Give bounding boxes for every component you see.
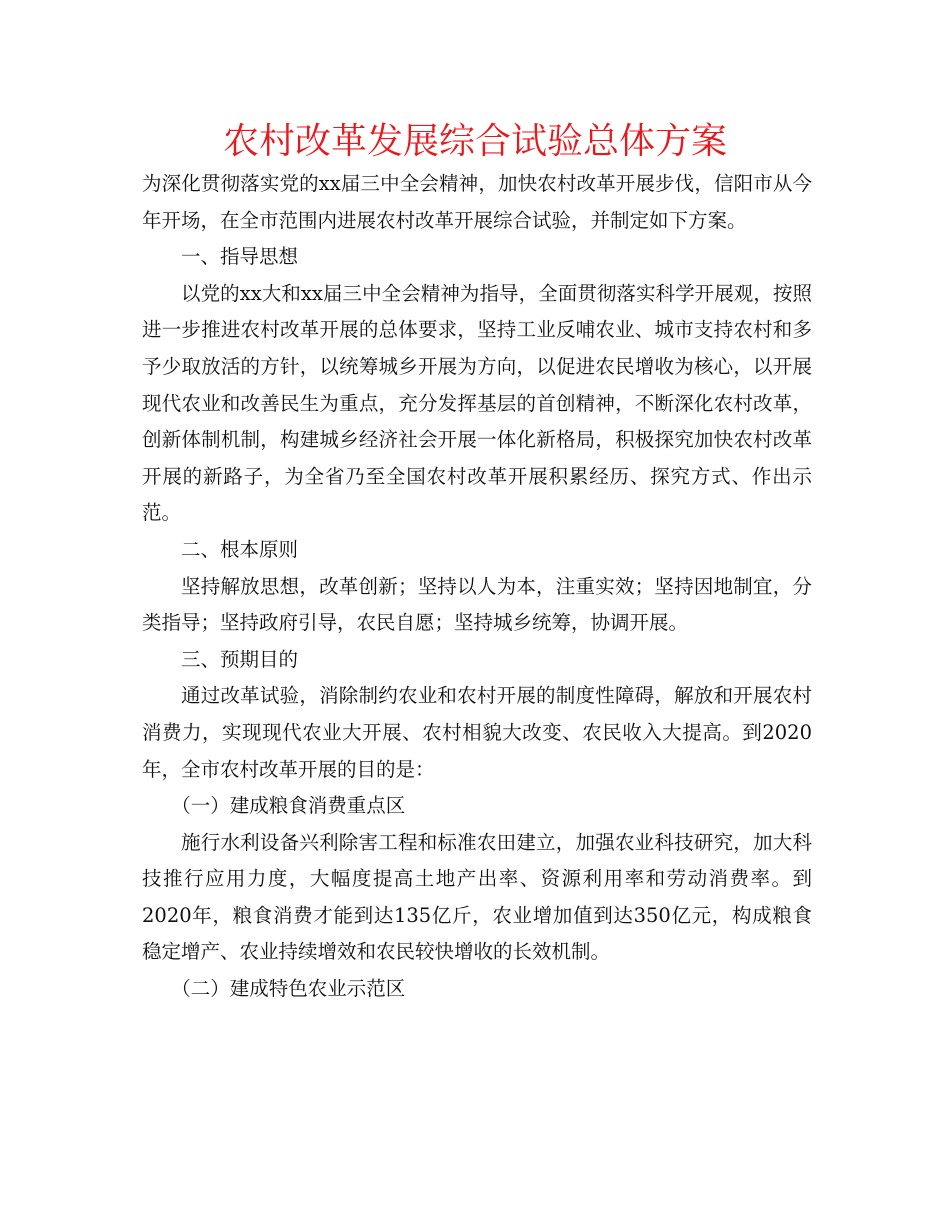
section-heading-expected-goals: 三、预期目的 — [181, 647, 299, 671]
intro-paragraph: 为深化贯彻落实党的xx届三中全会精神，加快农村改革开展步伐，信阳市从今年开场，在全市范围内进展农村改革开展综合试验，并制定如下方案。 — [142, 172, 812, 232]
subsection-heading-grain-zone: （一）建成粮食消费重点区 — [171, 794, 406, 818]
subsection-heading-specialty-agriculture: （二）建成特色农业示范区 — [171, 977, 406, 1001]
expected-goals-paragraph: 通过改革试验，消除制约农业和农村开展的制度性障碍，解放和开展农村消费力，实现现代农业大开展、农村相貌大改变、农民收入大提高。到2020年，全市农村改革开展的目的是： — [142, 684, 812, 781]
document-body — [142, 166, 812, 1008]
basic-principles-paragraph: 坚持解放思想，改革创新；坚持以人为本，注重实效；坚持因地制宜，分类指导；坚持政府引导，农民自愿；坚持城乡统筹，协调开展。 — [142, 574, 812, 635]
guiding-ideology-paragraph: 以党的xx大和xx届三中全会精神为指导，全面贯彻落实科学开展观，按照进一步推进农村改革开展的总体要求，坚持工业反哺农业、城市支持农村和多予少取放活的方针，以统筹城乡开展为方向，以促进农民增收为核心，以开展现代农业和改善民生为重点，充分发挥基层的首创精神，不断深化农村改革，创新体制机制，构建城乡经济社会开展一体化新格局，积极探究加快农村改革开展的新路子，为全省乃至全国农村改革开展积累经历、探究方式、作出示范。 — [142, 281, 812, 525]
section-heading-basic-principles: 二、根本原则 — [181, 537, 299, 561]
section-heading-guiding-ideology: 一、指导思想 — [181, 245, 299, 269]
document-title: 农村改革发展综合试验总体方案 — [222, 121, 727, 162]
grain-zone-paragraph: 施行水利设备兴利除害工程和标准农田建立，加强农业科技研究，加大科技推行应用力度，大幅度提高土地产出率、资源利用率和劳动消费率。到2020年，粮食消费才能到达135亿斤，农业增加值到达350亿元，构成粮食稳定增产、农业持续增效和农民较快增收的长效机制。 — [142, 830, 812, 964]
